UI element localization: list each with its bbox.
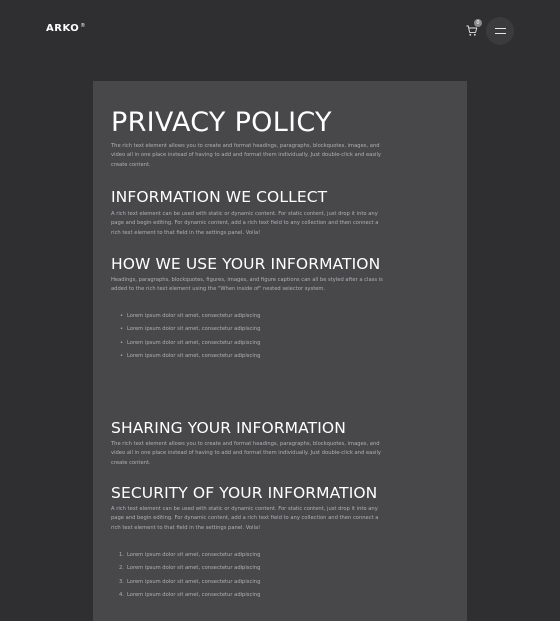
list-item — [111, 339, 387, 352]
list-item-text: Lorem ipsum dolor sit amet, consectetur adipiscing — [127, 591, 261, 598]
list-item-text: Lorem ipsum dolor sit amet, consectetur adipiscing — [127, 352, 261, 359]
use-paragraph: Headings, paragraphs, blockquotes, figures, images, and figure captions can all be styled after a class is added to the rich text element using the "When inside of" nested selector system. — [111, 277, 383, 293]
list-item — [111, 591, 387, 604]
navbar — [0, 0, 560, 62]
collect-paragraph: A rich text element can be used with static or dynamic content. For static content, just drop it into any page and begin editing. For dynamic content, add a rich text field to any collection and then connect a rich text element to that field in the settings panel. Voila! — [111, 211, 379, 236]
list-item — [111, 312, 387, 325]
number-marker: 3. — [119, 578, 124, 585]
brand-logo-mark: ® — [80, 23, 86, 29]
list-item-text: Lorem ipsum dolor sit amet, consectetur adipiscing — [127, 552, 261, 558]
list-item — [111, 352, 387, 365]
page-title: PRIVACY POLICY — [111, 107, 332, 138]
intro-paragraph: The rich text element allows you to create and format headings, paragraphs, blockquotes, images, and video all in one place instead of having to add and format them individually. Just double-click and easily create content. — [111, 143, 381, 168]
security-paragraph: A rich text element can be used with static or dynamic content. For static content, just drop it into any page and begin editing. For dynamic content, add a rich text field to any collection and then connect a rich text element to that field in the settings panel. Voila! — [111, 506, 379, 531]
list-item-text: Lorem ipsum dolor sit amet, consectetur adipiscing — [127, 313, 261, 319]
use-bullet-list — [111, 312, 387, 365]
bullet-marker: • — [120, 326, 124, 333]
list-item — [111, 564, 387, 577]
list-item-text: Lorem ipsum dolor sit amet, consectetur adipiscing — [127, 339, 261, 346]
list-item-text: Lorem ipsum dolor sit amet, consectetur adipiscing — [127, 578, 261, 585]
list-item-text: Lorem ipsum dolor sit amet, consectetur adipiscing — [127, 565, 261, 572]
use-heading: HOW WE USE YOUR INFORMATION — [111, 255, 381, 273]
menu-icon-bottom-bar — [495, 33, 506, 34]
policy-card — [93, 81, 467, 621]
menu-button[interactable] — [486, 17, 514, 45]
brand-logo-text: ARKO — [46, 23, 80, 34]
sharing-paragraph: The rich text element allows you to create and format headings, paragraphs, blockquotes, images, and video all in one place instead of having to add and format them individually. Just double-click and easily create content. — [111, 441, 381, 466]
menu-icon-top-bar — [495, 28, 506, 29]
brand-logo[interactable] — [46, 23, 86, 34]
cart-button[interactable] — [466, 22, 484, 38]
list-item — [111, 325, 387, 338]
number-marker: 1. — [119, 552, 124, 558]
security-numbered-list — [111, 551, 387, 604]
bullet-marker: • — [120, 352, 124, 359]
security-heading: SECURITY OF YOUR INFORMATION — [111, 484, 378, 502]
cart-count-badge: 0 — [474, 19, 482, 27]
collect-heading: INFORMATION WE COLLECT — [111, 188, 328, 206]
bullet-marker: • — [120, 339, 124, 346]
list-item-text: Lorem ipsum dolor sit amet, consectetur adipiscing — [127, 326, 261, 333]
number-marker: 2. — [119, 565, 124, 572]
number-marker: 4. — [119, 591, 124, 598]
list-item — [111, 551, 387, 564]
sharing-heading: SHARING YOUR INFORMATION — [111, 419, 346, 437]
list-item — [111, 578, 387, 591]
bullet-marker: • — [120, 313, 124, 319]
